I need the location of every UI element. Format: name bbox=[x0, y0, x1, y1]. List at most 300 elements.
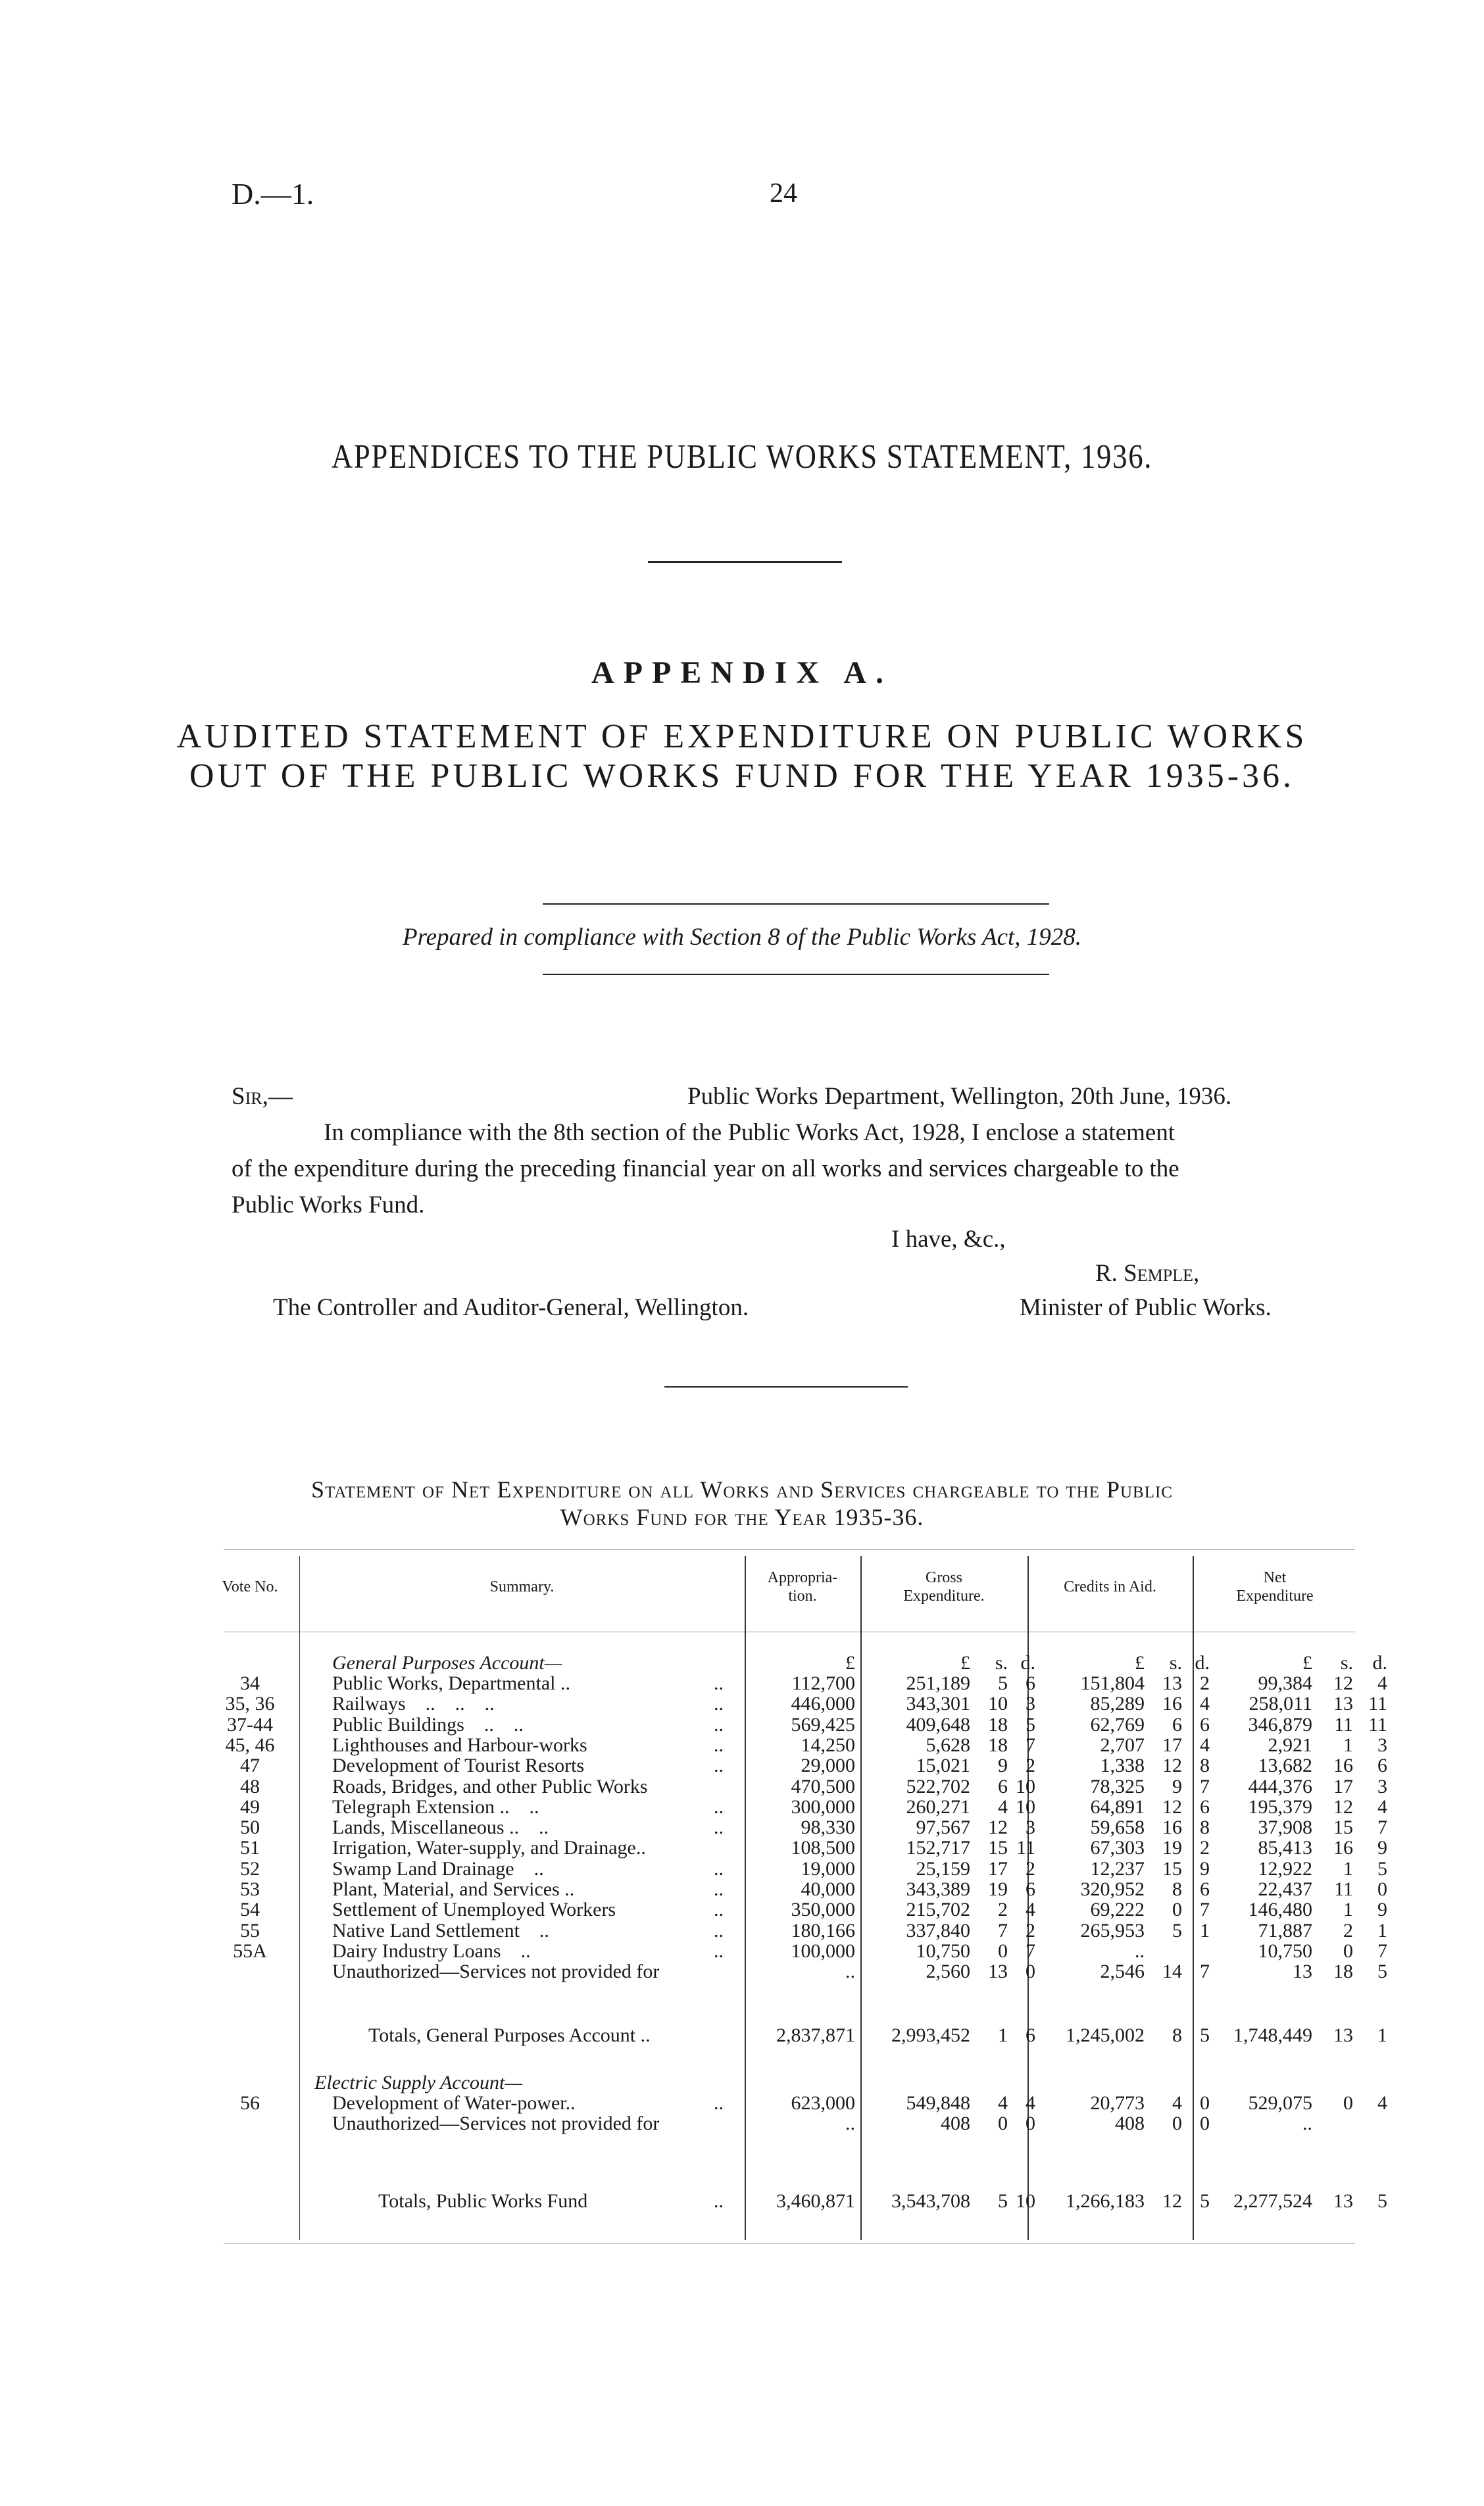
cell-gross-s: 18 bbox=[988, 1713, 1008, 1736]
cell-gross-s: 18 bbox=[988, 1734, 1008, 1756]
unit: £ bbox=[1135, 1652, 1145, 1674]
cell-credits-pounds: 64,891 bbox=[1090, 1795, 1145, 1818]
leader-dots: .. bbox=[714, 1940, 724, 1962]
vote-number: 52 bbox=[240, 1857, 260, 1880]
cell-appropriation: 180,166 bbox=[791, 1919, 855, 1942]
cell-credits-d: 2 bbox=[1200, 1837, 1210, 1859]
cell-appropriation: 108,500 bbox=[791, 1837, 855, 1859]
cell-gross-s: 19 bbox=[988, 1878, 1008, 1900]
page-title: APPENDICES TO THE PUBLIC WORKS STATEMENT, 1936. bbox=[331, 438, 1153, 476]
cell-credits-d: 1 bbox=[1200, 1919, 1210, 1942]
cell-appropriation: .. bbox=[845, 1961, 855, 1983]
electric-heading-row bbox=[0, 2072, 1484, 2093]
vote-number: 51 bbox=[240, 1837, 260, 1859]
cell-gross-d: 7 bbox=[1026, 1940, 1035, 1962]
appendix-subtitle-line2: OUT OF THE PUBLIC WORKS FUND FOR THE YEAR 1935-36. bbox=[189, 757, 1295, 795]
cell-gross-s: 6 bbox=[998, 1775, 1008, 1797]
cell-net-s: 2 bbox=[1343, 1919, 1353, 1942]
cell-net-d: 3 bbox=[1377, 1734, 1387, 1756]
table-row bbox=[0, 1797, 1484, 1818]
leader-dots: .. bbox=[714, 1734, 724, 1756]
row-summary: Native Land Settlement .. bbox=[332, 1919, 549, 1942]
divider bbox=[543, 903, 1049, 905]
cell-credits-s: 12 bbox=[1162, 1755, 1182, 1777]
table-row bbox=[0, 1859, 1484, 1880]
vote-number: 45, 46 bbox=[225, 1734, 275, 1756]
fund-totals-row bbox=[0, 2191, 1484, 2212]
unit: £ bbox=[1302, 1652, 1312, 1674]
cell-gross-pounds: 343,389 bbox=[906, 1878, 970, 1900]
unit: d. bbox=[1372, 1652, 1387, 1674]
cell-net-d: 11 bbox=[1368, 1693, 1387, 1715]
cell-net-d: 7 bbox=[1377, 1940, 1387, 1962]
signer-title: Minister of Public Works. bbox=[1020, 1294, 1272, 1321]
cell-net-s: 18 bbox=[1333, 1961, 1353, 1983]
vote-number: 50 bbox=[240, 1817, 260, 1839]
cell: 6 bbox=[1026, 2024, 1035, 2046]
leader-dots: .. bbox=[714, 1817, 724, 1839]
cell: 2,837,871 bbox=[776, 2024, 855, 2046]
cell-net-pounds: 529,075 bbox=[1248, 2092, 1312, 2114]
cell-net-d: 7 bbox=[1377, 1817, 1387, 1839]
table-row bbox=[0, 1673, 1484, 1694]
table-row bbox=[0, 1941, 1484, 1962]
cell-gross-pounds: 251,189 bbox=[906, 1672, 970, 1694]
cell-net-pounds: 146,480 bbox=[1248, 1899, 1312, 1921]
leader-dots: .. bbox=[714, 2190, 724, 2212]
table-row bbox=[0, 1776, 1484, 1797]
cell-gross-pounds: 97,567 bbox=[916, 1817, 970, 1839]
cell: 1 bbox=[1377, 2024, 1387, 2046]
cell-credits-pounds: 320,952 bbox=[1080, 1878, 1145, 1900]
cell-net-pounds: 99,384 bbox=[1258, 1672, 1312, 1694]
cell-gross-d: 2 bbox=[1026, 1755, 1035, 1777]
cell-credits-d: 7 bbox=[1200, 1775, 1210, 1797]
letter-body-line3: Public Works Fund. bbox=[232, 1191, 425, 1218]
cell-credits-pounds: 78,325 bbox=[1090, 1775, 1145, 1797]
cell-appropriation: 112,700 bbox=[791, 1672, 855, 1694]
cell-appropriation: 29,000 bbox=[801, 1755, 855, 1777]
leader-dots: .. bbox=[714, 1919, 724, 1942]
cell-credits-s: 0 bbox=[1172, 1899, 1182, 1921]
cell-appropriation: 350,000 bbox=[791, 1899, 855, 1921]
prepared-note: Prepared in compliance with Section 8 of the Public Works Act, 1928. bbox=[402, 924, 1082, 951]
table-row bbox=[0, 1899, 1484, 1920]
cell-credits-pounds: 62,769 bbox=[1090, 1713, 1145, 1736]
cell-credits-pounds: 151,804 bbox=[1080, 1672, 1145, 1694]
cell-credits-s: 8 bbox=[1172, 1878, 1182, 1900]
cell-gross-d: 2 bbox=[1026, 1857, 1035, 1880]
cell-net-pounds: 444,376 bbox=[1248, 1775, 1312, 1797]
cell-net-pounds: 2,921 bbox=[1268, 1734, 1312, 1756]
cell-net-s: 12 bbox=[1333, 1795, 1353, 1818]
cell-credits-d: 6 bbox=[1200, 1795, 1210, 1818]
cell: 13 bbox=[1333, 2024, 1353, 2046]
row-summary: Plant, Material, and Services .. bbox=[332, 1878, 575, 1900]
vote-number: 54 bbox=[240, 1899, 260, 1921]
cell-net-d: 6 bbox=[1377, 1755, 1387, 1777]
header-appropriation-1: Appropria- bbox=[767, 1569, 838, 1586]
header-appropriation-2: tion. bbox=[788, 1588, 817, 1605]
leader-dots: .. bbox=[714, 2092, 724, 2114]
cell-gross-d: 6 bbox=[1026, 1878, 1035, 1900]
cell-net-s: 16 bbox=[1333, 1837, 1353, 1859]
cell-net-d: 4 bbox=[1377, 2092, 1387, 2114]
unit: d. bbox=[1020, 1652, 1035, 1674]
table-row bbox=[0, 1735, 1484, 1756]
document-reference: D.—1. bbox=[232, 177, 314, 211]
cell-gross-s: 9 bbox=[998, 1755, 1008, 1777]
cell-credits-pounds: 59,658 bbox=[1090, 1817, 1145, 1839]
cell-gross-s: 12 bbox=[988, 1817, 1008, 1839]
row-summary: Development of Tourist Resorts bbox=[332, 1755, 585, 1777]
cell-credits-s: 16 bbox=[1162, 1693, 1182, 1715]
cell-credits-s: 6 bbox=[1172, 1713, 1182, 1736]
row-summary: Lands, Miscellaneous .. .. bbox=[332, 1817, 549, 1839]
vote-number: 53 bbox=[240, 1878, 260, 1900]
cell-gross-d: 4 bbox=[1026, 1899, 1035, 1921]
cell-credits-d: 8 bbox=[1200, 1817, 1210, 1839]
cell-net-d: 11 bbox=[1368, 1713, 1387, 1736]
cell-appropriation: 569,425 bbox=[791, 1713, 855, 1736]
unit: d. bbox=[1195, 1652, 1210, 1674]
cell-net-d: 4 bbox=[1377, 1795, 1387, 1818]
header-summary: Summary. bbox=[489, 1578, 555, 1595]
cell: 5 bbox=[1200, 2190, 1210, 2212]
cell-credits-pounds: 20,773 bbox=[1090, 2092, 1145, 2114]
cell-gross-d: 6 bbox=[1026, 1672, 1035, 1694]
table-row bbox=[0, 1838, 1484, 1859]
appendix-subtitle-line1: AUDITED STATEMENT OF EXPENDITURE ON PUBLIC WORKS bbox=[176, 718, 1308, 755]
cell-credits-pounds: 2,707 bbox=[1100, 1734, 1145, 1756]
cell-appropriation: 19,000 bbox=[801, 1857, 855, 1880]
cell: 10 bbox=[1016, 2190, 1035, 2212]
cell: 1,266,183 bbox=[1066, 2190, 1145, 2212]
cell-appropriation: .. bbox=[845, 2113, 855, 2134]
row-summary: Public Buildings .. .. bbox=[332, 1713, 524, 1736]
cell-net-pounds: 258,011 bbox=[1249, 1693, 1312, 1715]
cell-gross-s: 5 bbox=[998, 1672, 1008, 1694]
cell-gross-s: 0 bbox=[998, 2113, 1008, 2134]
cell-net-s: 1 bbox=[1343, 1734, 1353, 1756]
header-gross-1: Gross bbox=[925, 1569, 962, 1586]
recipient: The Controller and Auditor-General, Wellington. bbox=[273, 1294, 749, 1321]
cell-gross-pounds: 408 bbox=[941, 2113, 970, 2134]
salutation: Sir,— bbox=[232, 1083, 293, 1110]
cell-appropriation: 300,000 bbox=[791, 1795, 855, 1818]
cell: 3,460,871 bbox=[776, 2190, 855, 2212]
divider bbox=[664, 1386, 908, 1388]
cell-credits-d: 6 bbox=[1200, 1713, 1210, 1736]
cell-gross-s: 10 bbox=[988, 1693, 1008, 1715]
cell-gross-s: 4 bbox=[998, 1795, 1008, 1818]
header-gross-2: Expenditure. bbox=[903, 1588, 985, 1605]
row-summary: Roads, Bridges, and other Public Works bbox=[332, 1775, 648, 1797]
cell-appropriation: 470,500 bbox=[791, 1775, 855, 1797]
appendix-label: APPENDIX A. bbox=[591, 655, 893, 690]
cell-net-s: 11 bbox=[1334, 1713, 1353, 1736]
totals-label: Totals, Public Works Fund bbox=[378, 2190, 588, 2212]
cell-gross-pounds: 522,702 bbox=[906, 1775, 970, 1797]
cell: 5 bbox=[1377, 2190, 1387, 2212]
page-number: 24 bbox=[770, 178, 797, 209]
divider bbox=[543, 974, 1049, 975]
cell-net-pounds: 13 bbox=[1293, 1961, 1312, 1983]
header-vote-no: Vote No. bbox=[222, 1578, 278, 1595]
cell-credits-d: 8 bbox=[1200, 1755, 1210, 1777]
cell-appropriation: 14,250 bbox=[801, 1734, 855, 1756]
cell-gross-d: 0 bbox=[1026, 2113, 1035, 2134]
cell-gross-d: 10 bbox=[1016, 1795, 1035, 1818]
cell-credits-pounds: 2,546 bbox=[1100, 1961, 1145, 1983]
cell-net-s: 17 bbox=[1333, 1775, 1353, 1797]
cell-gross-d: 2 bbox=[1026, 1919, 1035, 1942]
cell-net-pounds: 37,908 bbox=[1258, 1817, 1312, 1839]
leader-dots: .. bbox=[714, 1878, 724, 1900]
cell-net-s: 11 bbox=[1334, 1878, 1353, 1900]
vote-number: 35, 36 bbox=[225, 1693, 275, 1715]
signer-name: R. Semple, bbox=[1095, 1260, 1200, 1287]
letter-body-line2: of the expenditure during the preceding financial year on all works and services chargeable to the bbox=[232, 1155, 1179, 1182]
statement-title-line2: Works Fund for the Year 1935-36. bbox=[560, 1504, 924, 1530]
cell-appropriation: 40,000 bbox=[801, 1878, 855, 1900]
leader-dots: .. bbox=[714, 1693, 724, 1715]
cell-gross-d: 3 bbox=[1026, 1693, 1035, 1715]
cell-gross-pounds: 409,648 bbox=[906, 1713, 970, 1736]
cell-gross-d: 11 bbox=[1016, 1837, 1035, 1859]
cell-net-pounds: 12,922 bbox=[1258, 1857, 1312, 1880]
row-summary: Development of Water-power.. bbox=[332, 2092, 576, 2114]
cell-net-pounds: 13,682 bbox=[1258, 1755, 1312, 1777]
cell-net-d: 4 bbox=[1377, 1672, 1387, 1694]
cell-net-pounds: 71,887 bbox=[1258, 1919, 1312, 1942]
units-row bbox=[0, 1653, 1484, 1674]
cell-gross-pounds: 152,717 bbox=[906, 1837, 970, 1859]
cell-credits-d: 4 bbox=[1200, 1734, 1210, 1756]
cell-credits-s: 19 bbox=[1162, 1837, 1182, 1859]
cell-net-s: 0 bbox=[1343, 2092, 1353, 2114]
cell-gross-s: 0 bbox=[998, 1940, 1008, 1962]
row-summary: Swamp Land Drainage .. bbox=[332, 1857, 544, 1880]
cell-gross-pounds: 215,702 bbox=[906, 1899, 970, 1921]
cell-credits-d: 2 bbox=[1200, 1672, 1210, 1694]
leader-dots: .. bbox=[714, 1672, 724, 1694]
cell-credits-pounds: 1,338 bbox=[1100, 1755, 1145, 1777]
table-row bbox=[0, 1961, 1484, 1982]
cell-net-d: 9 bbox=[1377, 1837, 1387, 1859]
vote-number: 56 bbox=[240, 2092, 260, 2114]
row-summary: Settlement of Unemployed Workers bbox=[332, 1899, 616, 1921]
cell-credits-s: 0 bbox=[1172, 2113, 1182, 2134]
cell-appropriation: 446,000 bbox=[791, 1693, 855, 1715]
cell-gross-s: 7 bbox=[998, 1919, 1008, 1942]
cell-credits-s: 17 bbox=[1162, 1734, 1182, 1756]
cell-gross-s: 4 bbox=[998, 2092, 1008, 2114]
vote-number: 55A bbox=[233, 1940, 267, 1962]
cell-credits-s: 5 bbox=[1172, 1919, 1182, 1942]
cell-gross-pounds: 15,021 bbox=[916, 1755, 970, 1777]
cell-credits-s: 9 bbox=[1172, 1775, 1182, 1797]
cell: 1 bbox=[998, 2024, 1008, 2046]
cell-credits-s: 15 bbox=[1162, 1857, 1182, 1880]
table-bottom-rule bbox=[224, 2243, 1355, 2244]
cell-credits-d: 0 bbox=[1200, 2113, 1210, 2134]
cell-gross-d: 7 bbox=[1026, 1734, 1035, 1756]
row-summary: Unauthorized—Services not provided for bbox=[332, 2113, 660, 2134]
unit: £ bbox=[845, 1652, 855, 1674]
vote-number: 47 bbox=[240, 1755, 260, 1777]
table-row bbox=[0, 1755, 1484, 1776]
totals-label: Totals, General Purposes Account .. bbox=[368, 2024, 651, 2046]
electric-heading: Electric Supply Account— bbox=[314, 2072, 523, 2093]
cell-credits-s: 4 bbox=[1172, 2092, 1182, 2114]
cell: 5 bbox=[998, 2190, 1008, 2212]
cell-credits-s: 16 bbox=[1162, 1817, 1182, 1839]
general-heading: General Purposes Account— bbox=[332, 1652, 562, 1674]
cell-net-s: 1 bbox=[1343, 1857, 1353, 1880]
cell-net-s: 12 bbox=[1333, 1672, 1353, 1694]
leader-dots: .. bbox=[714, 1755, 724, 1777]
cell-gross-pounds: 549,848 bbox=[906, 2092, 970, 2114]
vote-number: 37-44 bbox=[227, 1713, 273, 1736]
vote-number: 48 bbox=[240, 1775, 260, 1797]
row-summary: Public Works, Departmental .. bbox=[332, 1672, 570, 1694]
cell-credits-d: 0 bbox=[1200, 2092, 1210, 2114]
cell-appropriation: 98,330 bbox=[801, 1817, 855, 1839]
leader-dots: .. bbox=[714, 1795, 724, 1818]
cell-gross-pounds: 343,301 bbox=[906, 1693, 970, 1715]
cell-credits-d: 7 bbox=[1200, 1961, 1210, 1983]
unit: s. bbox=[995, 1652, 1008, 1674]
table-row bbox=[0, 1920, 1484, 1942]
cell: 2,993,452 bbox=[891, 2024, 970, 2046]
cell: 8 bbox=[1172, 2024, 1182, 2046]
unit: s. bbox=[1340, 1652, 1353, 1674]
cell-gross-d: 10 bbox=[1016, 1775, 1035, 1797]
cell-credits-d: 7 bbox=[1200, 1899, 1210, 1921]
table-row bbox=[0, 2113, 1484, 2134]
cell-net-d: 3 bbox=[1377, 1775, 1387, 1797]
cell-credits-s: 13 bbox=[1162, 1672, 1182, 1694]
table-row bbox=[0, 1817, 1484, 1838]
cell-net-s: 15 bbox=[1333, 1817, 1353, 1839]
cell-credits-d: 6 bbox=[1200, 1878, 1210, 1900]
cell-gross-pounds: 25,159 bbox=[916, 1857, 970, 1880]
cell-gross-pounds: 337,840 bbox=[906, 1919, 970, 1942]
cell-net-s: 13 bbox=[1333, 1693, 1353, 1715]
cell-net-s: 0 bbox=[1343, 1940, 1353, 1962]
vote-number: 34 bbox=[240, 1672, 260, 1694]
cell-net-d: 0 bbox=[1377, 1878, 1387, 1900]
cell-net-d: 5 bbox=[1377, 1961, 1387, 1983]
row-summary: Railways .. .. .. bbox=[332, 1693, 495, 1715]
statement-title-line1: Statement of Net Expenditure on all Works and Services chargeable to the Public bbox=[311, 1476, 1173, 1503]
cell-gross-pounds: 10,750 bbox=[916, 1940, 970, 1962]
cell: 2,277,524 bbox=[1233, 2190, 1312, 2212]
cell-credits-d: 4 bbox=[1200, 1693, 1210, 1715]
cell-net-d: 1 bbox=[1377, 1919, 1387, 1942]
cell-gross-d: 4 bbox=[1026, 2092, 1035, 2114]
cell-gross-d: 3 bbox=[1026, 1817, 1035, 1839]
cell: 12 bbox=[1162, 2190, 1182, 2212]
table-row bbox=[0, 1715, 1484, 1736]
vote-number: 49 bbox=[240, 1795, 260, 1818]
cell-net-s: 1 bbox=[1343, 1899, 1353, 1921]
cell-credits-pounds: .. bbox=[1135, 1940, 1145, 1962]
table-row bbox=[0, 2093, 1484, 2114]
cell-gross-s: 15 bbox=[988, 1837, 1008, 1859]
cell-net-pounds: 195,379 bbox=[1248, 1795, 1312, 1818]
cell: 13 bbox=[1333, 2190, 1353, 2212]
cell-net-pounds: 10,750 bbox=[1258, 1940, 1312, 1962]
cell-credits-pounds: 85,289 bbox=[1090, 1693, 1145, 1715]
cell-credits-pounds: 265,953 bbox=[1080, 1919, 1145, 1942]
row-summary: Unauthorized—Services not provided for bbox=[332, 1961, 660, 1983]
cell-credits-pounds: 12,237 bbox=[1090, 1857, 1145, 1880]
cell-gross-pounds: 2,560 bbox=[926, 1961, 970, 1983]
letter-closing: I have, &c., bbox=[891, 1226, 1006, 1253]
table-row bbox=[0, 1693, 1484, 1715]
cell: 1,748,449 bbox=[1233, 2024, 1312, 2046]
cell-net-d: 5 bbox=[1377, 1857, 1387, 1880]
header-net-2: Expenditure bbox=[1236, 1588, 1314, 1605]
cell-gross-s: 2 bbox=[998, 1899, 1008, 1921]
cell-net-pounds: 85,413 bbox=[1258, 1837, 1312, 1859]
header-credits: Credits in Aid. bbox=[1064, 1578, 1156, 1595]
cell-net-pounds: 346,879 bbox=[1248, 1713, 1312, 1736]
row-summary: Irrigation, Water-supply, and Drainage.. bbox=[332, 1837, 646, 1859]
cell-credits-pounds: 408 bbox=[1115, 2113, 1145, 2134]
leader-dots: .. bbox=[714, 1899, 724, 1921]
vote-number: 55 bbox=[240, 1919, 260, 1942]
row-summary: Dairy Industry Loans .. bbox=[332, 1940, 531, 1962]
cell-credits-s: 14 bbox=[1162, 1961, 1182, 1983]
cell-net-s: 16 bbox=[1333, 1755, 1353, 1777]
leader-dots: .. bbox=[714, 1857, 724, 1880]
cell: 5 bbox=[1200, 2024, 1210, 2046]
cell-net-d: 9 bbox=[1377, 1899, 1387, 1921]
cell-gross-pounds: 5,628 bbox=[926, 1734, 970, 1756]
address-date: Public Works Department, Wellington, 20th June, 1936. bbox=[687, 1083, 1232, 1110]
unit: £ bbox=[960, 1652, 970, 1674]
table-top-rule bbox=[224, 1549, 1355, 1550]
cell-appropriation: 100,000 bbox=[791, 1940, 855, 1962]
cell-credits-d: 9 bbox=[1200, 1857, 1210, 1880]
row-summary: Telegraph Extension .. .. bbox=[332, 1795, 539, 1818]
header-net-1: Net bbox=[1263, 1569, 1287, 1586]
row-summary: Lighthouses and Harbour-works bbox=[332, 1734, 587, 1756]
cell-gross-d: 5 bbox=[1026, 1713, 1035, 1736]
cell-net-pounds: .. bbox=[1302, 2113, 1312, 2134]
divider bbox=[648, 561, 842, 563]
cell-appropriation: 623,000 bbox=[791, 2092, 855, 2114]
leader-dots: .. bbox=[714, 1713, 724, 1736]
cell-gross-pounds: 260,271 bbox=[906, 1795, 970, 1818]
cell-credits-pounds: 69,222 bbox=[1090, 1899, 1145, 1921]
unit: s. bbox=[1169, 1652, 1182, 1674]
cell: 1,245,002 bbox=[1066, 2024, 1145, 2046]
cell-credits-pounds: 67,303 bbox=[1090, 1837, 1145, 1859]
cell-gross-s: 13 bbox=[988, 1961, 1008, 1983]
cell-net-pounds: 22,437 bbox=[1258, 1878, 1312, 1900]
cell: 3,543,708 bbox=[891, 2190, 970, 2212]
cell-credits-s: 12 bbox=[1162, 1795, 1182, 1818]
cell-gross-d: 0 bbox=[1026, 1961, 1035, 1983]
table-row bbox=[0, 1879, 1484, 1900]
letter-body-line1: In compliance with the 8th section of the Public Works Act, 1928, I enclose a statement bbox=[324, 1119, 1175, 1146]
general-totals-row bbox=[0, 2025, 1484, 2046]
cell-gross-s: 17 bbox=[988, 1857, 1008, 1880]
